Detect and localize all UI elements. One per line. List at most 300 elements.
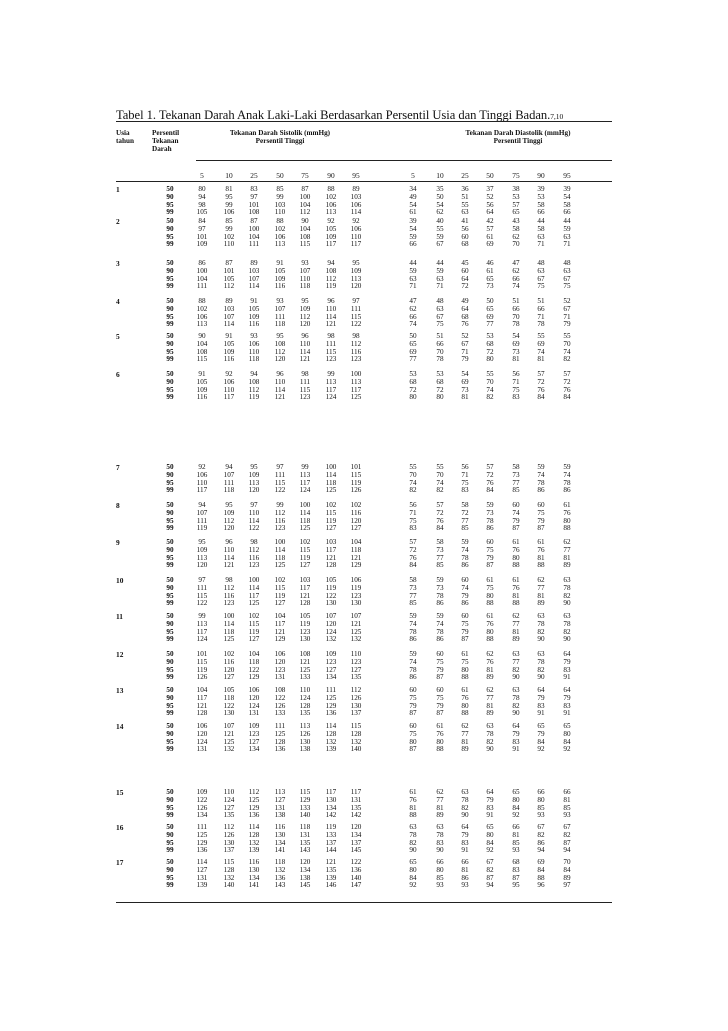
diastolic-value-cell: 65: [512, 788, 520, 796]
diastolic-value-cell: 78: [537, 657, 545, 666]
diastolic-value-cell: 85: [563, 803, 571, 812]
height-percentile-label: 75: [301, 171, 309, 180]
systolic-value-cell: 146: [325, 881, 337, 890]
systolic-value-cell: 132: [274, 865, 286, 874]
systolic-value-cell: 87: [225, 259, 233, 267]
diastolic-value-cell: 97: [563, 881, 571, 890]
systolic-value-cell: 138: [299, 745, 311, 754]
systolic-value-cell: 134: [350, 830, 362, 839]
diastolic-value-cell: 58: [537, 200, 545, 209]
diastolic-value-cell: 85: [436, 561, 444, 570]
diastolic-value-cell: 75: [461, 657, 469, 666]
systolic-value-cell: 141: [274, 846, 286, 855]
diastolic-value-cell: 47: [409, 297, 417, 305]
systolic-value-cell: 131: [299, 830, 311, 839]
diastolic-value-cell: 44: [537, 217, 545, 225]
systolic-value-cell: 125: [274, 729, 286, 738]
diastolic-value-cell: 57: [486, 224, 494, 233]
systolic-value-cell: 118: [223, 627, 235, 636]
diastolic-value-cell: 88: [461, 709, 469, 718]
systolic-value-cell: 129: [248, 673, 260, 682]
diastolic-value-cell: 78: [436, 355, 444, 364]
bp-percentile-cell: 95: [166, 873, 174, 882]
diastolic-value-cell: 88: [409, 811, 417, 820]
diastolic-value-cell: 59: [486, 501, 494, 509]
systolic-value-cell: 98: [327, 332, 335, 340]
height-percentile-label: 50: [486, 171, 494, 180]
diastolic-value-cell: 39: [537, 185, 545, 193]
systolic-value-cell: 112: [299, 208, 311, 217]
systolic-value-cell: 90: [301, 217, 309, 225]
diastolic-value-cell: 78: [436, 627, 444, 636]
systolic-value-cell: 114: [223, 619, 235, 628]
systolic-value-cell: 102: [274, 224, 286, 233]
diastolic-value-cell: 55: [461, 200, 469, 209]
systolic-value-cell: 124: [223, 795, 235, 804]
diastolic-value-cell: 56: [512, 370, 520, 378]
diastolic-value-cell: 75: [461, 619, 469, 628]
systolic-value-cell: 116: [223, 355, 235, 364]
systolic-value-cell: 109: [248, 722, 260, 730]
diastolic-value-cell: 78: [436, 591, 444, 600]
systolic-value-cell: 96: [225, 538, 233, 546]
systolic-value-cell: 104: [248, 650, 260, 658]
systolic-value-cell: 120: [350, 516, 362, 525]
systolic-value-cell: 103: [248, 266, 260, 275]
diastolic-value-cell: 53: [409, 370, 417, 378]
systolic-value-cell: 120: [248, 693, 260, 702]
diastolic-value-cell: 63: [537, 650, 545, 658]
diastolic-value-cell: 59: [409, 650, 417, 658]
diastolic-value-cell: 78: [512, 320, 520, 329]
systolic-value-cell: 127: [325, 665, 337, 674]
systolic-value-cell: 104: [196, 274, 208, 283]
diastolic-value-cell: 70: [563, 339, 571, 348]
systolic-value-cell: 119: [325, 282, 337, 291]
systolic-value-cell: 120: [299, 320, 311, 329]
systolic-value-cell: 114: [223, 553, 235, 562]
diastolic-value-cell: 59: [436, 266, 444, 275]
diastolic-value-cell: 74: [563, 347, 571, 356]
diastolic-value-cell: 48: [537, 259, 545, 267]
systolic-value-cell: 106: [350, 200, 362, 209]
diastolic-value-cell: 82: [512, 665, 520, 674]
systolic-value-cell: 127: [223, 673, 235, 682]
diastolic-value-cell: 81: [512, 627, 520, 636]
systolic-value-cell: 121: [325, 553, 337, 562]
systolic-value-cell: 109: [274, 274, 286, 283]
diastolic-value-cell: 88: [461, 673, 469, 682]
systolic-value-cell: 100: [223, 612, 235, 620]
bp-percentile-cell: 50: [166, 722, 174, 730]
diastolic-value-cell: 88: [486, 599, 494, 608]
diastolic-value-cell: 76: [461, 693, 469, 702]
diastolic-value-cell: 63: [436, 823, 444, 831]
diastolic-value-cell: 75: [409, 516, 417, 525]
systolic-value-cell: 110: [350, 232, 362, 241]
systolic-value-cell: 112: [350, 686, 362, 694]
systolic-value-cell: 99: [276, 501, 284, 509]
bp-percentile-cell: 95: [166, 274, 174, 283]
diastolic-value-cell: 66: [512, 823, 520, 831]
diastolic-value-cell: 82: [461, 803, 469, 812]
diastolic-value-cell: 80: [563, 729, 571, 738]
systolic-value-cell: 128: [350, 729, 362, 738]
systolic-value-cell: 118: [299, 516, 311, 525]
diastolic-value-cell: 83: [461, 838, 469, 847]
systolic-value-cell: 114: [325, 312, 337, 321]
systolic-value-cell: 109: [325, 650, 337, 658]
systolic-value-cell: 100: [325, 463, 337, 471]
diastolic-value-cell: 61: [486, 576, 494, 584]
diastolic-value-cell: 85: [461, 524, 469, 533]
bp-percentile-cell: 90: [166, 304, 174, 313]
systolic-value-cell: 125: [248, 599, 260, 608]
systolic-value-cell: 134: [248, 745, 260, 754]
diastolic-value-cell: 78: [563, 583, 571, 592]
systolic-value-cell: 143: [274, 881, 286, 890]
bp-percentile-header: Persentil Tekanan Darah: [152, 129, 180, 154]
diastolic-value-cell: 80: [537, 795, 545, 804]
diastolic-value-cell: 57: [537, 370, 545, 378]
systolic-value-cell: 98: [198, 200, 206, 209]
systolic-value-cell: 119: [248, 627, 260, 636]
diastolic-value-cell: 77: [409, 355, 417, 364]
diastolic-value-cell: 64: [486, 208, 494, 217]
diastolic-value-cell: 83: [537, 701, 545, 710]
diastolic-value-cell: 44: [409, 259, 417, 267]
diastolic-value-cell: 89: [461, 745, 469, 754]
diastolic-value-cell: 49: [461, 297, 469, 305]
diastolic-value-cell: 70: [486, 377, 494, 386]
systolic-value-cell: 107: [223, 722, 235, 730]
diastolic-value-cell: 88: [436, 745, 444, 754]
age-label: 10: [116, 576, 124, 585]
diastolic-value-cell: 62: [512, 266, 520, 275]
diastolic-value-cell: 74: [537, 347, 545, 356]
age-label: 9: [116, 538, 120, 547]
systolic-value-cell: 110: [274, 208, 286, 217]
bp-percentile-cell: 50: [166, 576, 174, 584]
systolic-value-cell: 111: [223, 478, 235, 487]
diastolic-value-cell: 71: [409, 282, 417, 291]
systolic-value-cell: 106: [274, 650, 286, 658]
systolic-value-cell: 114: [325, 722, 337, 730]
diastolic-value-cell: 51: [512, 297, 520, 305]
systolic-value-cell: 103: [274, 200, 286, 209]
systolic-value-cell: 107: [223, 312, 235, 321]
age-label: 11: [116, 612, 123, 621]
diastolic-value-cell: 62: [537, 576, 545, 584]
diastolic-value-cell: 88: [512, 599, 520, 608]
bp-percentile-cell: 50: [166, 259, 174, 267]
systolic-value-cell: 132: [223, 745, 235, 754]
diastolic-value-cell: 75: [436, 320, 444, 329]
systolic-value-cell: 92: [225, 370, 233, 378]
diastolic-value-cell: 72: [409, 545, 417, 554]
systolic-value-cell: 99: [276, 192, 284, 201]
systolic-value-cell: 101: [350, 463, 362, 471]
systolic-value-cell: 120: [248, 486, 260, 495]
systolic-value-cell: 109: [223, 508, 235, 517]
diastolic-value-cell: 86: [486, 524, 494, 533]
systolic-value-cell: 131: [274, 673, 286, 682]
diastolic-value-cell: 96: [537, 881, 545, 890]
diastolic-value-cell: 95: [512, 881, 520, 890]
diastolic-value-cell: 87: [512, 524, 520, 533]
systolic-value-cell: 104: [248, 232, 260, 241]
systolic-value-cell: 114: [299, 347, 311, 356]
diastolic-value-cell: 79: [512, 516, 520, 525]
diastolic-value-cell: 85: [512, 838, 520, 847]
diastolic-value-cell: 80: [409, 737, 417, 746]
diastolic-value-cell: 74: [436, 478, 444, 487]
bp-percentile-cell: 95: [166, 737, 174, 746]
diastolic-value-cell: 74: [512, 282, 520, 291]
systolic-value-cell: 124: [196, 635, 208, 644]
systolic-value-cell: 125: [223, 737, 235, 746]
diastolic-value-cell: 92: [486, 846, 494, 855]
diastolic-value-cell: 66: [537, 788, 545, 796]
diastolic-value-cell: 71: [563, 312, 571, 321]
diastolic-value-cell: 76: [486, 657, 494, 666]
systolic-value-cell: 140: [299, 811, 311, 820]
diastolic-value-cell: 80: [486, 830, 494, 839]
diastolic-value-cell: 78: [409, 830, 417, 839]
diastolic-value-cell: 59: [563, 463, 571, 471]
diastolic-value-cell: 84: [563, 865, 571, 874]
age-label: 3: [116, 259, 120, 268]
diastolic-value-cell: 89: [537, 599, 545, 608]
systolic-value-cell: 112: [223, 516, 235, 525]
diastolic-value-cell: 79: [563, 320, 571, 329]
diastolic-value-cell: 79: [436, 701, 444, 710]
diastolic-value-cell: 67: [537, 274, 545, 283]
height-percentile-label: 25: [250, 171, 258, 180]
systolic-value-cell: 123: [274, 665, 286, 674]
diastolic-value-cell: 87: [436, 673, 444, 682]
diastolic-value-cell: 82: [436, 486, 444, 495]
systolic-value-cell: 114: [350, 208, 362, 217]
diastolic-value-cell: 77: [512, 478, 520, 487]
systolic-value-cell: 116: [274, 823, 286, 831]
diastolic-value-cell: 76: [486, 478, 494, 487]
systolic-value-cell: 108: [248, 377, 260, 386]
diastolic-value-cell: 81: [486, 701, 494, 710]
systolic-value-cell: 93: [301, 259, 309, 267]
systolic-value-cell: 132: [325, 737, 337, 746]
systolic-value-cell: 111: [325, 339, 337, 348]
systolic-value-cell: 122: [248, 524, 260, 533]
diastolic-value-cell: 55: [486, 370, 494, 378]
diastolic-value-cell: 75: [512, 385, 520, 394]
systolic-value-cell: 137: [350, 709, 362, 718]
diastolic-value-cell: 77: [461, 729, 469, 738]
diastolic-value-cell: 80: [486, 627, 494, 636]
diastolic-value-cell: 80: [436, 865, 444, 874]
diastolic-value-cell: 72: [409, 385, 417, 394]
systolic-value-cell: 125: [350, 393, 362, 402]
systolic-value-cell: 116: [350, 347, 362, 356]
diastolic-value-cell: 83: [409, 524, 417, 533]
bp-percentile-cell: 50: [166, 332, 174, 340]
diastolic-value-cell: 84: [563, 393, 571, 402]
systolic-value-cell: 121: [274, 393, 286, 402]
systolic-value-cell: 127: [299, 561, 311, 570]
diastolic-value-cell: 90: [563, 599, 571, 608]
systolic-value-cell: 110: [223, 545, 235, 554]
systolic-value-cell: 122: [248, 665, 260, 674]
age-label: 4: [116, 297, 120, 306]
systolic-value-cell: 106: [248, 686, 260, 694]
diastolic-value-cell: 66: [436, 339, 444, 348]
systolic-value-cell: 122: [196, 795, 208, 804]
systolic-value-cell: 131: [196, 873, 208, 882]
diastolic-value-cell: 56: [486, 200, 494, 209]
diastolic-value-cell: 76: [409, 553, 417, 562]
diastolic-value-cell: 75: [436, 657, 444, 666]
bp-percentile-cell: 90: [166, 830, 174, 839]
systolic-value-cell: 115: [299, 788, 311, 796]
systolic-value-cell: 129: [248, 803, 260, 812]
diastolic-value-cell: 67: [461, 339, 469, 348]
diastolic-value-cell: 88: [563, 524, 571, 533]
diastolic-value-cell: 35: [436, 185, 444, 193]
systolic-value-cell: 120: [223, 665, 235, 674]
systolic-value-cell: 125: [196, 830, 208, 839]
systolic-value-cell: 127: [325, 524, 337, 533]
systolic-value-cell: 100: [248, 224, 260, 233]
diastolic-value-cell: 63: [563, 612, 571, 620]
systolic-value-cell: 105: [274, 266, 286, 275]
systolic-value-cell: 108: [325, 266, 337, 275]
systolic-value-cell: 106: [223, 208, 235, 217]
diastolic-value-cell: 82: [409, 486, 417, 495]
systolic-value-cell: 107: [299, 266, 311, 275]
systolic-value-cell: 88: [327, 185, 335, 193]
bp-percentile-cell: 95: [166, 803, 174, 812]
systolic-value-cell: 103: [350, 192, 362, 201]
systolic-value-cell: 106: [223, 377, 235, 386]
diastolic-value-cell: 63: [563, 266, 571, 275]
systolic-value-cell: 117: [196, 486, 208, 495]
diastolic-value-cell: 70: [512, 312, 520, 321]
systolic-value-cell: 136: [274, 873, 286, 882]
systolic-value-cell: 102: [196, 304, 208, 313]
diastolic-value-cell: 75: [409, 693, 417, 702]
diastolic-value-cell: 90: [486, 745, 494, 754]
systolic-value-cell: 128: [325, 561, 337, 570]
diastolic-value-cell: 39: [409, 217, 417, 225]
systolic-value-cell: 87: [301, 185, 309, 193]
diastolic-value-cell: 66: [537, 208, 545, 217]
systolic-value-cell: 135: [325, 865, 337, 874]
systolic-value-cell: 117: [223, 393, 235, 402]
systolic-value-cell: 123: [299, 393, 311, 402]
systolic-value-cell: 116: [248, 858, 260, 866]
diastolic-value-cell: 58: [512, 224, 520, 233]
systolic-value-cell: 117: [350, 240, 362, 249]
diastolic-value-cell: 89: [436, 811, 444, 820]
diastolic-value-cell: 81: [512, 355, 520, 364]
systolic-value-cell: 93: [250, 332, 258, 340]
systolic-value-cell: 113: [299, 470, 311, 479]
systolic-value-cell: 104: [196, 686, 208, 694]
systolic-value-cell: 127: [248, 737, 260, 746]
height-percentile-label: 10: [225, 171, 233, 180]
height-percentile-rule: [196, 160, 612, 161]
diastolic-value-cell: 89: [512, 635, 520, 644]
diastolic-value-cell: 44: [563, 217, 571, 225]
systolic-value-cell: 115: [350, 722, 362, 730]
diastolic-value-cell: 59: [563, 224, 571, 233]
systolic-value-cell: 105: [325, 576, 337, 584]
diastolic-value-cell: 70: [436, 470, 444, 479]
systolic-value-cell: 128: [248, 830, 260, 839]
diastolic-value-cell: 77: [409, 591, 417, 600]
systolic-value-cell: 125: [223, 635, 235, 644]
diastolic-value-cell: 86: [563, 486, 571, 495]
systolic-value-cell: 127: [223, 803, 235, 812]
systolic-value-cell: 136: [248, 811, 260, 820]
systolic-value-cell: 100: [248, 576, 260, 584]
systolic-value-cell: 110: [248, 508, 260, 517]
diastolic-value-cell: 80: [436, 737, 444, 746]
systolic-value-cell: 128: [196, 709, 208, 718]
diastolic-value-cell: 68: [461, 312, 469, 321]
diastolic-value-cell: 76: [409, 795, 417, 804]
diastolic-value-cell: 60: [409, 686, 417, 694]
systolic-value-cell: 113: [350, 274, 362, 283]
systolic-value-cell: 118: [274, 553, 286, 562]
diastolic-value-cell: 66: [563, 788, 571, 796]
systolic-value-cell: 116: [274, 516, 286, 525]
diastolic-value-cell: 78: [563, 619, 571, 628]
diastolic-value-cell: 73: [512, 347, 520, 356]
systolic-value-cell: 122: [223, 701, 235, 710]
diastolic-value-cell: 81: [512, 830, 520, 839]
height-percentile-label: 25: [461, 171, 469, 180]
diastolic-value-cell: 62: [486, 686, 494, 694]
systolic-value-cell: 134: [299, 865, 311, 874]
diastolic-value-cell: 83: [512, 393, 520, 402]
systolic-value-cell: 92: [327, 217, 335, 225]
systolic-value-cell: 121: [299, 355, 311, 364]
systolic-value-cell: 109: [248, 312, 260, 321]
systolic-value-cell: 145: [350, 846, 362, 855]
systolic-value-cell: 100: [299, 192, 311, 201]
diastolic-value-cell: 91: [512, 745, 520, 754]
systolic-value-cell: 109: [299, 304, 311, 313]
systolic-value-cell: 123: [299, 627, 311, 636]
systolic-value-cell: 85: [225, 217, 233, 225]
bp-percentile-cell: 90: [166, 619, 174, 628]
diastolic-value-cell: 76: [436, 516, 444, 525]
diastolic-value-cell: 89: [563, 873, 571, 882]
diastolic-value-cell: 91: [537, 709, 545, 718]
diastolic-value-cell: 71: [537, 312, 545, 321]
diastolic-value-cell: 76: [512, 545, 520, 554]
systolic-value-cell: 115: [299, 545, 311, 554]
diastolic-value-cell: 87: [512, 873, 520, 882]
systolic-value-cell: 111: [274, 312, 286, 321]
systolic-value-cell: 120: [274, 355, 286, 364]
systolic-value-cell: 118: [223, 693, 235, 702]
bp-percentile-cell: 95: [166, 553, 174, 562]
diastolic-value-cell: 62: [512, 612, 520, 620]
bp-percentile-cell: 90: [166, 377, 174, 386]
bp-percentile-cell: 90: [166, 545, 174, 554]
